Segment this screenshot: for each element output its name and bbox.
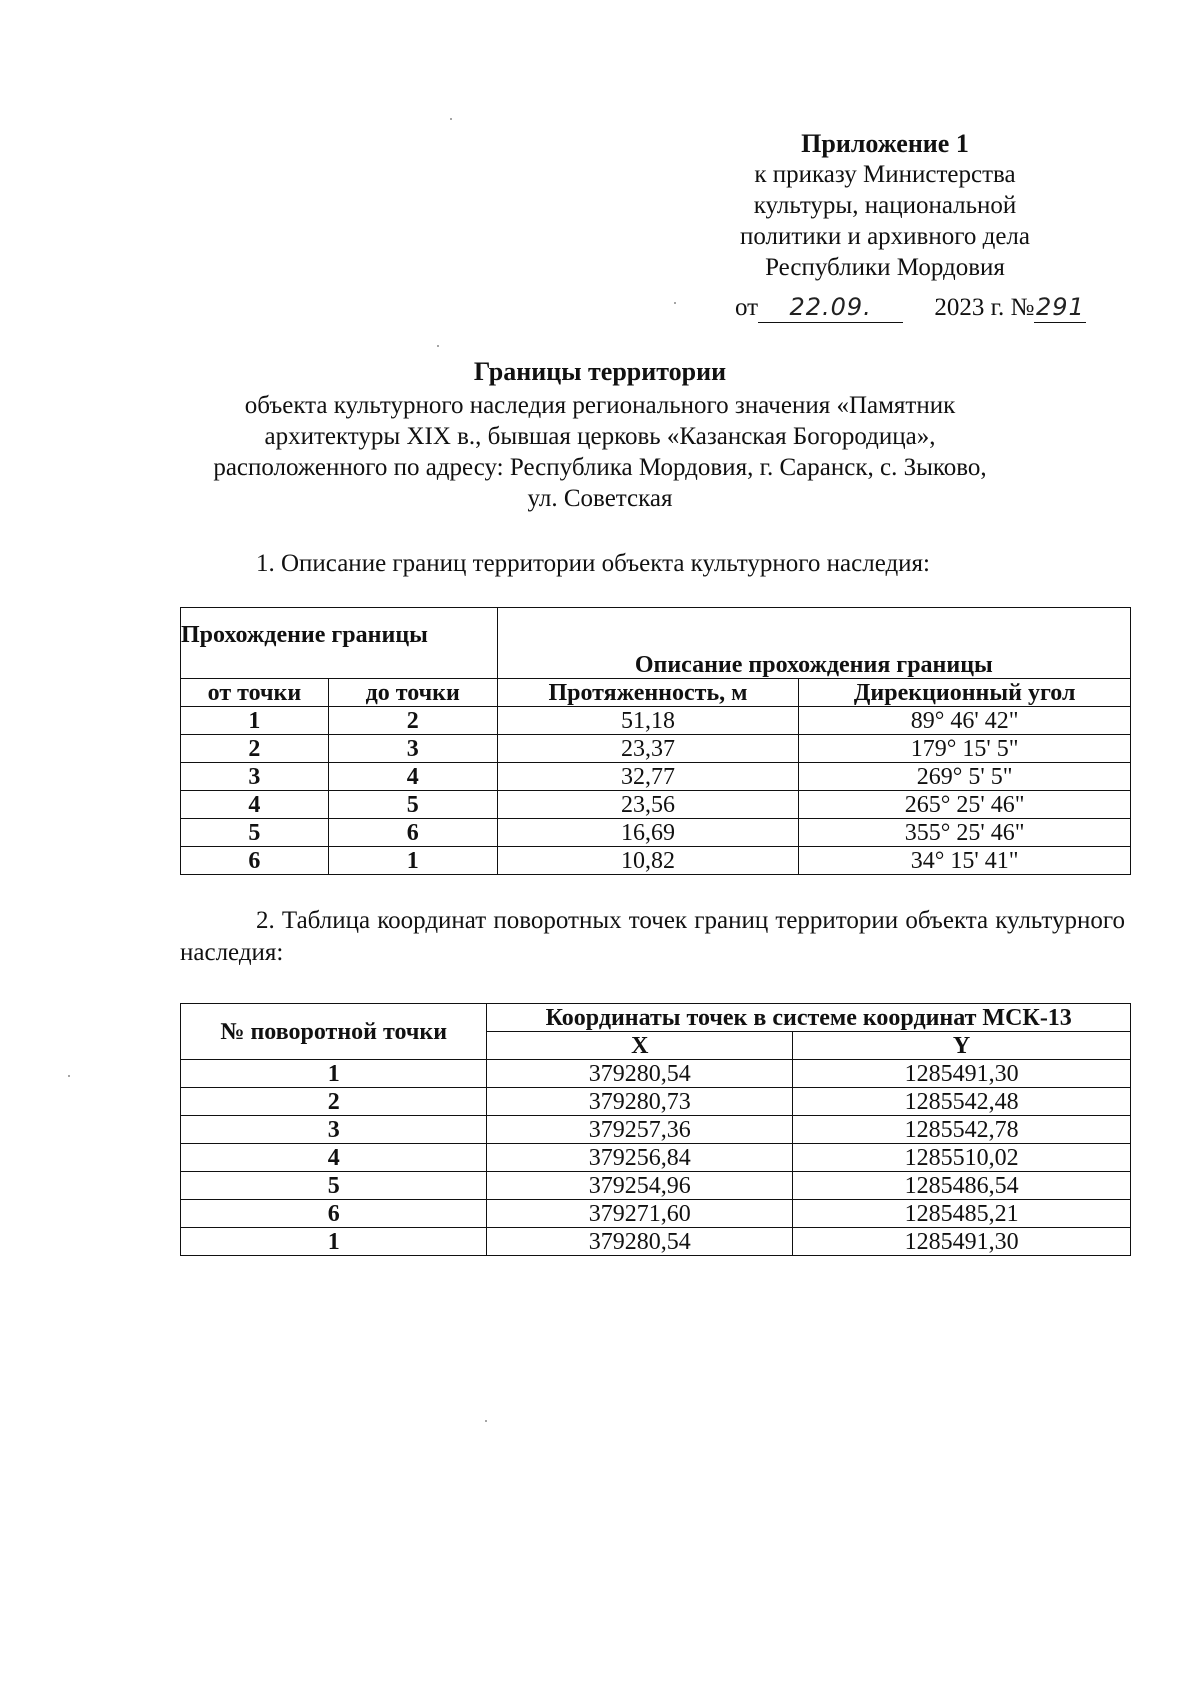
cell-point: 1: [181, 1228, 487, 1256]
header-boundary-description: Описание прохождения границы: [497, 608, 1130, 679]
header-boundary-passage: Прохождение границы: [181, 608, 498, 679]
cell-from: 4: [181, 791, 329, 819]
scan-speck: [674, 302, 676, 304]
cell-to: 4: [328, 763, 497, 791]
cell-point: 5: [181, 1172, 487, 1200]
cell-angle: 269° 5' 5": [799, 763, 1131, 791]
cell-point: 1: [181, 1060, 487, 1088]
table-row: [181, 1088, 1131, 1116]
table-row: [181, 735, 1131, 763]
cell-x: 379280,54: [487, 1228, 793, 1256]
subtitle-line: архитектуры XIX в., бывшая церковь «Казанская Богородица»,: [264, 423, 936, 450]
handwritten-number: 291: [1036, 293, 1085, 321]
cell-to: 1: [328, 847, 497, 875]
header-to-point: до точки: [328, 679, 497, 707]
subtitle-line: объекта культурного наследия регионального значения «Памятник: [244, 392, 956, 419]
appendix-line: политики и архивного дела: [739, 223, 1031, 250]
cell-length: 23,37: [497, 735, 799, 763]
cell-length: 51,18: [497, 707, 799, 735]
cell-angle: 265° 25' 46": [799, 791, 1131, 819]
cell-y: 1285491,30: [793, 1060, 1131, 1088]
cell-from: 2: [181, 735, 329, 763]
cell-to: 5: [328, 791, 497, 819]
header-x: X: [487, 1032, 793, 1060]
cell-from: 3: [181, 763, 329, 791]
table-row: [181, 791, 1131, 819]
header-point-number: № поворотной точки: [181, 1004, 487, 1060]
cell-y: 1285510,02: [793, 1144, 1131, 1172]
table-row: [181, 1200, 1131, 1228]
cell-y: 1285486,54: [793, 1172, 1131, 1200]
number-blank: [1034, 293, 1086, 323]
cell-y: 1285485,21: [793, 1200, 1131, 1228]
subtitle-line: ул. Советская: [527, 485, 673, 512]
cell-point: 3: [181, 1116, 487, 1144]
coordinates-table: [180, 1003, 1131, 1256]
cell-y: 1285542,78: [793, 1116, 1131, 1144]
table-row: [181, 847, 1131, 875]
table-row: [181, 707, 1131, 735]
table-row: [181, 1172, 1131, 1200]
appendix-line: культуры, национальной: [753, 192, 1017, 219]
cell-y: 1285491,30: [793, 1228, 1131, 1256]
header-length: Протяженность, м: [497, 679, 799, 707]
table-header-row: [181, 1004, 1131, 1032]
cell-x: 379280,54: [487, 1060, 793, 1088]
cell-angle: 179° 15' 5": [799, 735, 1131, 763]
table-row: [181, 763, 1131, 791]
year-text: 2023 г. №: [934, 294, 1035, 321]
section-1-heading: 1. Описание границ территории объекта культурного наследия:: [256, 550, 930, 577]
scan-speck: [68, 1075, 70, 1077]
table-header-row: [181, 679, 1131, 707]
appendix-header: [650, 128, 1120, 283]
cell-angle: 34° 15' 41": [799, 847, 1131, 875]
date-blank: [758, 293, 903, 323]
appendix-line: Республики Мордовия: [765, 254, 1005, 281]
cell-x: 379271,60: [487, 1200, 793, 1228]
document-subtitle: [160, 390, 1040, 514]
cell-point: 4: [181, 1144, 487, 1172]
section-2-heading: 2. Таблица координат поворотных точек границ территории объекта культурного наследия:: [180, 907, 1125, 966]
date-prefix: от: [735, 294, 759, 321]
cell-angle: 89° 46' 42": [799, 707, 1131, 735]
table-header-row: [181, 608, 1131, 679]
table-row: [181, 819, 1131, 847]
cell-y: 1285542,48: [793, 1088, 1131, 1116]
cell-x: 379280,73: [487, 1088, 793, 1116]
cell-angle: 355° 25' 46": [799, 819, 1131, 847]
cell-x: 379256,84: [487, 1144, 793, 1172]
cell-point: 2: [181, 1088, 487, 1116]
cell-point: 6: [181, 1200, 487, 1228]
cell-length: 32,77: [497, 763, 799, 791]
scan-speck: [485, 1420, 487, 1422]
cell-length: 23,56: [497, 791, 799, 819]
cell-to: 2: [328, 707, 497, 735]
cell-x: 379254,96: [487, 1172, 793, 1200]
table-row: [181, 1116, 1131, 1144]
scan-speck: [437, 345, 439, 347]
cell-from: 5: [181, 819, 329, 847]
scan-speck: [450, 118, 452, 120]
cell-to: 6: [328, 819, 497, 847]
appendix-title: Приложение 1: [801, 129, 969, 158]
cell-from: 1: [181, 707, 329, 735]
cell-to: 3: [328, 735, 497, 763]
subtitle-line: расположенного по адресу: Республика Мордовия, г. Саранск, с. Зыково,: [213, 454, 987, 481]
header-direction-angle: Дирекционный угол: [799, 679, 1131, 707]
header-coordinates-system: Координаты точек в системе координат МСК-13: [487, 1004, 1131, 1032]
cell-length: 16,69: [497, 819, 799, 847]
boundary-description-table: [180, 607, 1131, 875]
header-y: Y: [793, 1032, 1131, 1060]
header-from-point: от точки: [181, 679, 329, 707]
order-date-line: [735, 293, 1086, 323]
appendix-line: к приказу Министерства: [754, 161, 1016, 188]
cell-x: 379257,36: [487, 1116, 793, 1144]
document-title: Границы территории: [473, 357, 727, 386]
handwritten-date: 22.09.: [789, 293, 872, 321]
cell-length: 10,82: [497, 847, 799, 875]
table-row: [181, 1228, 1131, 1256]
table-row: [181, 1060, 1131, 1088]
cell-from: 6: [181, 847, 329, 875]
table-row: [181, 1144, 1131, 1172]
